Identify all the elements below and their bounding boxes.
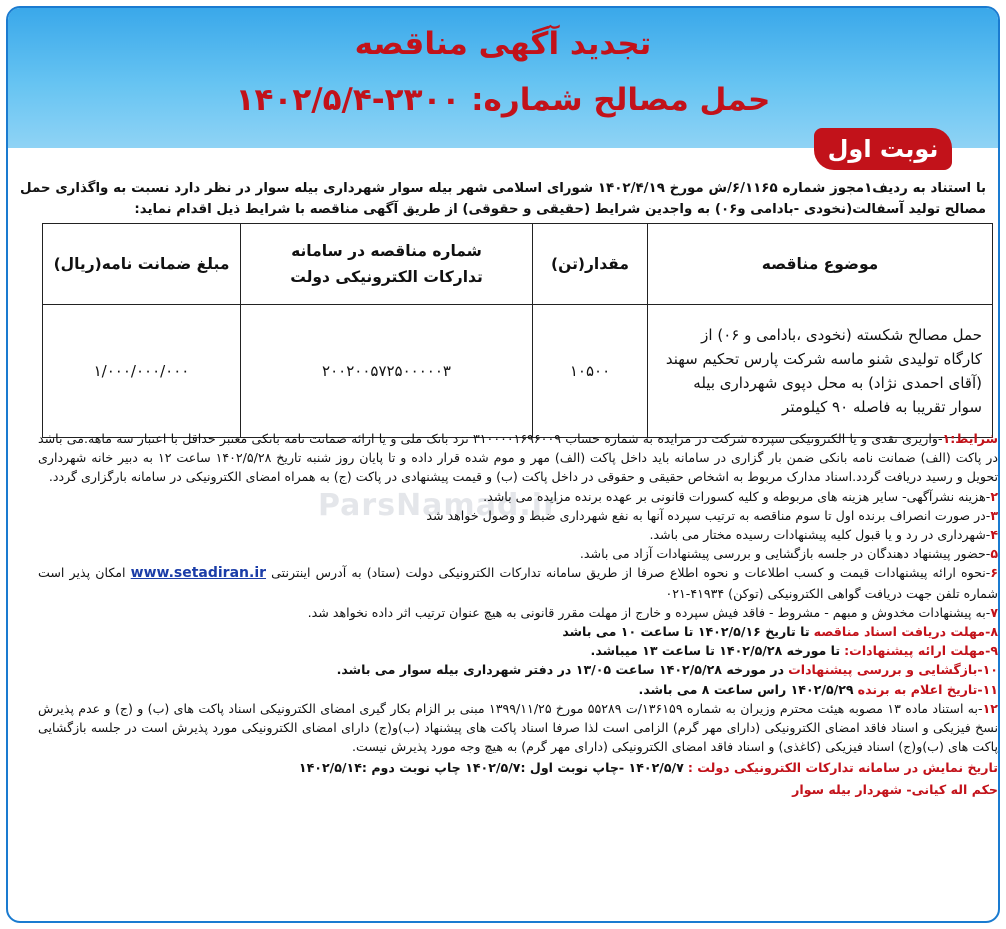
condition-text: تا تاریخ ۱۴۰۲/۵/۱۶ تا ساعت ۱۰ می باشد [562,624,810,640]
condition-label: -مهلت دریافت اسناد مناقصه [813,624,991,640]
condition-text: -حضور پیشنهاد دهندگان در جلسه بازگشایی و بررسی پیشنهادات آزاد می باشد. [579,546,991,562]
table-header-row [43,224,993,305]
condition-number: ۴ [990,527,998,543]
condition-text: -نحوه ارائه پیشنهادات قیمت و کسب اطلاعات و نحوه اطلاع صرفا از طریق سامانه تدارکات الکترونیکی دولت (ستاد) به آدرس اینترنتی [271,565,991,581]
condition-number: ۲ [990,488,998,504]
condition-2 [38,487,998,506]
quantity-cell: ۱۰۵۰۰ [533,305,648,438]
condition-7 [38,603,998,622]
condition-12 [38,699,998,757]
condition-text: -به پیشنهادات مخدوش و مبهم - مشروط - فاقد فیش سپرده و خارج از مهلت مقرر قانونی به هیچ عنوان ترتیب اثر داده نخواهد شد. [307,604,991,620]
page-subtitle: حمل مصالح شماره: ۲۳۰۰-۱۴۰۲/۵/۴ [235,82,771,118]
signature-line [38,780,998,799]
column-header: مبلغ ضمانت نامه(ریال) [43,224,241,305]
column-header: موضوع مناقصه [648,224,993,305]
condition-number: ۱۲ [982,700,998,716]
condition-number: ۳ [990,507,998,523]
condition-6 [38,563,998,602]
condition-9 [38,641,998,660]
condition-number: ۹ [990,643,998,659]
condition-1 [38,429,998,487]
conditions-list [38,429,998,799]
signature: حکم اله کیانی- شهردار بیله سوار [792,781,998,797]
condition-text: -شهرداری در رد و یا قبول کلیه پیشنهادات رسیده مختار می باشد. [649,527,991,543]
display-date-label: تاریخ نمایش در سامانه تدارکات الکترونیکی دولت : [687,760,998,776]
condition-number: ۱۰ [982,662,998,678]
condition-text: تا مورخه ۱۴۰۲/۵/۲۸ تا ساعت ۱۳ میباشد. [590,643,841,659]
condition-text: -در صورت انصراف برنده اول تا سوم مناقصه به ترتیب سپرده آنها به نفع شهرداری ضبط و وصول خواهد شد [426,507,991,523]
condition-number: ۶ [990,565,998,581]
condition-text: -به استناد ماده ۱۳ مصوبه هیئت محترم وزیران به شماره ۱۳۶۱۵۹/ت ۵۵۲۸۹ مورخ ۱۳۹۹/۱۱/۲۵ مبنی بر الزام بکار گیری امضای الکترونیکی اسناد پاکت های (ب) و (ج) و عدم پذیرش نسخ فیزیکی و اسناد فاقد امضای الکترونیکی (دارای مهر گرم) الزامی است لذا صرفا اسناد پاکت های پیشنهاد (ب)و(ج) دارای امضای الکترونیکی مورد پذیرش است در جلسه بازگشایی پاکت های (ب)و(ج) اسناد فیزیکی (کاغذی) و اسناد فاقد امضای الکترونیکی (دارای مهر گرم) به هیچ وجه مورد پذیرش نیست. [38,700,998,755]
watermark: ParsNamad.ir [318,488,559,523]
round-badge: نوبت اول [814,128,952,170]
tender-table [42,223,993,438]
column-header: مقدار(تن) [533,224,648,305]
condition-text: -واریزی نقدی و یا الکترونیکی سپرده شرکت در مزایده به شماره حساب ۳۱۰۰۰۰۱۶۹۶۰۰۹ نزد بانک ملی و یا ارائه ضمانت نامه بانکی معتبر حداقل با اعتبار سه ماهه.می باشد در پاکت (الف) ضمانت نامه بانکی ضمن بار گزاری در سامانه باید داخل پاکت (الف) مهر و موم شده قرار داده و تا پایان روز شنبه تاریخ ۱۴۰۲/۵/۲۸ ساعت ۱۲ به دبیر خانه شهرداری تحویل و رسید دریافت گردد.اسناد مدارک مربوط به اشخاص حقیقی و حقوقی در داخل پاکت (ب) و قیمت پیشنهادی در پاکت (ج) به همراه امضای الکترونیکی در سامانه بارگزاری گردد. [38,431,998,485]
guarantee-amount-cell: ۱/۰۰۰/۰۰۰/۰۰۰ [43,305,241,438]
condition-5 [38,544,998,563]
condition-number: ۷ [990,604,998,620]
condition-label: -مهلت ارائه پیشنهادات: [844,643,991,659]
header-banner [8,8,998,148]
setadiran-link[interactable]: www.setadiran.ir [130,565,267,582]
page-title: تجدید آگهی مناقصه [354,26,652,62]
condition-label: -تاریخ اعلام به برنده [857,681,983,697]
condition-text: ۱۴۰۲/۵/۲۹ راس ساعت ۸ می باشد. [638,681,854,697]
condition-text: در مورخه ۱۴۰۲/۵/۲۸ ساعت ۱۳/۰۵ در دفتر شهرداری بیله سوار می باشد. [336,662,785,678]
condition-number: ۸ [990,624,998,640]
condition-11 [38,680,998,699]
condition-number: ۱ [942,431,951,446]
publication-dates [38,758,998,777]
condition-3 [38,506,998,525]
condition-4 [38,525,998,544]
condition-10 [38,660,998,679]
announcement-frame [6,6,1000,923]
column-header: شماره مناقصه در سامانه تدارکات الکترونیکی دولت [241,224,533,305]
condition-text: امکان پذیر است شماره تلفن جهت دریافت گواهی الکترونیکی (توکن) ۴۱۹۳۴-۰۲۱ [38,565,998,601]
tender-number-cell: ۲۰۰۲۰۰۵۷۲۵۰۰۰۰۰۳ [241,305,533,438]
intro-paragraph: با استناد به ردیف۱مجوز شماره ۶/۱۱۶۵/ش مورخ ۱۴۰۲/۴/۱۹ شورای اسلامی شهر بیله سوار شهرداری بیله سوار در نظر دارد نسبت به واگذاری حمل مصالح تولید آسفالت(نخودی -بادامی و۰۶) به واجدین شرایط (حقیقی و حقوقی) از طریق آگهی مناقصه با شرایط ذیل اقدام نماید: [20,181,986,217]
condition-8 [38,622,998,641]
display-dates: ۱۴۰۲/۵/۷ -چاپ نوبت اول :۱۴۰۲/۵/۷ چاپ نوبت دوم :۱۴۰۲/۵/۱۴ [298,760,684,776]
condition-text: -هزینه نشرآگهی- سایر هزینه های مربوطه و کلیه کسورات قانونی بر عهده برنده مزایده می باشد. [483,488,991,504]
table-row [43,305,993,438]
condition-label: -بازگشایی و بررسی پیشنهادات [788,662,983,678]
conditions-label: شرایط: [950,431,998,446]
tender-subject-cell: حمل مصالح شکسته (نخودی ،بادامی و ۰۶) از کارگاه تولیدی شنو ماسه شرکت پارس تحکیم سهند (آقای احمدی نژاد) به محل دپوی شهرداری بیله سوار تقریبا به فاصله ۹۰ کیلومتر [648,305,993,438]
condition-number: ۵ [990,546,998,562]
condition-number: ۱۱ [982,681,998,697]
